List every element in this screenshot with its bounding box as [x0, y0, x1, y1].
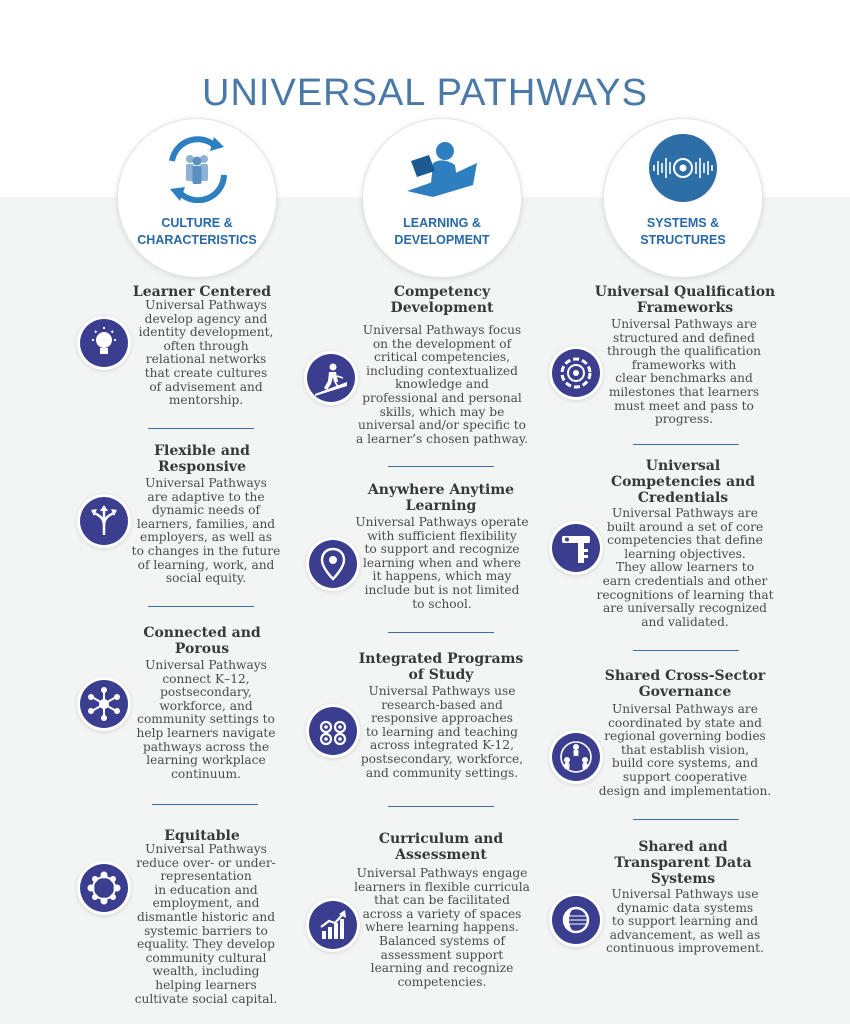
divider: [152, 804, 258, 805]
body-line: milestones that learners: [608, 384, 760, 399]
body-line: help learners navigate: [136, 725, 276, 740]
body-line: systemic barriers to: [144, 923, 268, 938]
body-line: in education and: [154, 882, 258, 897]
column-label-line1: CULTURE &: [161, 216, 233, 230]
climber-icon: [307, 354, 355, 402]
lightbulb-icon: [80, 319, 128, 367]
body-line: coordinated by state and: [608, 715, 762, 730]
body-line: professional and personal: [362, 390, 522, 405]
body-line: learners, families, and: [136, 516, 276, 531]
item-heading: of Study: [408, 667, 474, 683]
item-heading: Responsive: [158, 459, 246, 475]
body-line: to support and recognize: [364, 542, 520, 557]
column-label-line2: CHARACTERISTICS: [137, 233, 257, 247]
body-line: are adaptive to the: [147, 489, 265, 504]
body-line: and community settings.: [365, 765, 519, 780]
body-line: built around a set of core: [606, 519, 764, 534]
signal-disc-icon: [644, 133, 722, 203]
body-line: progress.: [654, 412, 714, 427]
item-heading: Connected and: [143, 625, 261, 641]
people-circle-icon: [80, 864, 128, 912]
body-line: Universal Pathways: [145, 658, 267, 672]
body-line: to changes in the future: [131, 543, 281, 558]
item-heading: Equitable: [164, 828, 240, 844]
body-line: to learning and teaching: [366, 724, 518, 739]
body-line: are universally recognized: [603, 601, 767, 616]
cycle-people-icon: [158, 133, 236, 203]
reader-icon: [403, 133, 481, 203]
body-line: where learning happens.: [365, 920, 519, 935]
body-line: postsecondary, workforce,: [360, 751, 524, 766]
body-line: Universal Pathways use: [368, 684, 516, 698]
body-line: and validated.: [641, 614, 729, 629]
column-label-line2: DEVELOPMENT: [394, 233, 490, 247]
body-line: identity development,: [138, 325, 274, 340]
body-line: pathways across the: [142, 739, 270, 754]
network-icon: [80, 680, 128, 728]
body-line: workforce, and: [159, 698, 253, 713]
body-line: Universal Pathways: [145, 298, 267, 312]
body-line: skills, which may be: [379, 404, 505, 419]
body-line: across a variety of spaces: [362, 906, 522, 921]
body-line: through the qualification: [606, 344, 762, 359]
body-line: recognitions of learning that: [596, 587, 774, 602]
column-label-line2: STRUCTURES: [640, 233, 726, 247]
body-line: mentorship.: [168, 393, 244, 408]
data-globe-icon: [552, 896, 600, 944]
body-line: critical competencies,: [374, 350, 510, 365]
body-line: support cooperative: [622, 769, 748, 784]
body-line: on the development of: [372, 336, 512, 351]
divider: [633, 444, 739, 445]
body-line: learning objectives.: [624, 546, 746, 561]
body-line: build core systems, and: [611, 756, 759, 771]
item-heading: Learning: [405, 498, 477, 514]
item-heading: Assessment: [395, 847, 487, 863]
column-header-learning: [362, 118, 522, 278]
body-line: assessment support: [380, 947, 504, 962]
body-line: They allow learners to: [615, 560, 755, 575]
body-line: continuum.: [171, 766, 241, 781]
body-line: learning workplace: [146, 753, 266, 768]
body-line: employers, as well as: [140, 530, 272, 545]
item-heading: Shared and: [638, 839, 728, 855]
body-line: representation: [160, 869, 252, 884]
item-heading: Flexible and: [154, 443, 250, 459]
body-line: responsive approaches: [371, 711, 513, 726]
body-line: knowledge and: [395, 377, 489, 392]
body-line: that create cultures: [144, 365, 268, 380]
body-line: Universal Pathways are: [611, 317, 757, 331]
item-heading: Anywhere Anytime: [367, 482, 515, 498]
body-line: postsecondary,: [160, 685, 252, 700]
item-heading: Integrated Programs: [358, 651, 524, 667]
divider: [388, 806, 494, 807]
body-line: continuous improvement.: [606, 941, 764, 956]
column-label-line1: LEARNING &: [403, 216, 481, 230]
column-label-line1: SYSTEMS &: [646, 216, 720, 230]
item-heading: Credentials: [637, 490, 729, 506]
item-heading: Shared Cross-Sector: [604, 668, 766, 684]
target-ring-icon: [552, 349, 600, 397]
body-line: learners in flexible curricula: [354, 879, 530, 894]
body-line: of advisement and: [149, 379, 263, 394]
body-line: must meet and pass to: [614, 398, 754, 413]
body-line: regional governing bodies: [604, 729, 766, 744]
body-line: cultivate social capital.: [134, 991, 278, 1006]
body-line: community cultural: [145, 950, 267, 965]
item-heading: Learner Centered: [132, 284, 272, 300]
item-heading: Transparent Data: [614, 855, 752, 871]
body-line: a learner’s chosen pathway.: [355, 431, 529, 446]
body-line: universal and/or specific to: [358, 418, 526, 433]
item-heading: Governance: [638, 684, 732, 700]
body-line: research-based and: [381, 697, 503, 712]
page-title: UNIVERSAL PATHWAYS: [202, 72, 648, 114]
body-line: equality. They develop: [137, 937, 275, 952]
item-heading: Porous: [174, 641, 230, 657]
divider: [388, 632, 494, 633]
body-line: often through: [163, 338, 249, 353]
body-line: it happens, which may: [372, 569, 512, 584]
item-heading: Universal: [645, 458, 721, 474]
body-line: Universal Pathways focus: [362, 323, 522, 337]
body-line: that establish vision,: [621, 742, 749, 757]
body-line: including contextualized: [366, 363, 518, 378]
body-line: connect K–12,: [162, 671, 250, 686]
branching-arrows-icon: [80, 497, 128, 545]
divider: [148, 606, 254, 607]
column-header-systems: [603, 118, 763, 278]
body-line: dynamic data systems: [616, 900, 754, 915]
body-line: social equity.: [165, 571, 247, 586]
body-line: competencies.: [397, 974, 487, 989]
body-line: of learning, work, and: [137, 557, 275, 572]
body-line: earn credentials and other: [602, 573, 768, 588]
body-line: structured and defined: [613, 330, 755, 345]
divider: [633, 819, 739, 820]
item-heading: Frameworks: [636, 300, 734, 316]
item-heading: Competencies and: [610, 474, 756, 490]
body-line: advancement, as well as: [609, 927, 761, 942]
body-line: clear benchmarks and: [615, 371, 753, 386]
item-heading: Universal Qualification: [594, 284, 776, 300]
body-line: to support learning and: [611, 914, 759, 929]
body-line: competencies that define: [607, 533, 763, 548]
body-line: Universal Pathways: [145, 842, 267, 856]
body-line: frameworks with: [631, 357, 737, 372]
column-header-culture: [117, 118, 277, 278]
body-line: wealth, including: [152, 964, 260, 979]
body-line: Universal Pathways are: [612, 506, 758, 520]
item-heading: Curriculum and: [378, 831, 504, 847]
body-line: learning and recognize: [370, 961, 514, 976]
body-line: across integrated K-12,: [370, 738, 514, 753]
body-line: with sufficient flexibility: [367, 528, 517, 543]
body-line: include but is not limited: [364, 582, 520, 597]
body-line: community settings to: [137, 712, 275, 727]
body-line: reduce over- or under-: [136, 855, 276, 870]
body-line: that can be facilitated: [374, 893, 510, 908]
item-heading: Development: [390, 300, 494, 316]
body-line: Universal Pathways engage: [356, 866, 528, 880]
body-line: dismantle historic and: [136, 909, 276, 924]
item-heading: Competency: [393, 284, 491, 300]
divider: [388, 466, 494, 467]
body-line: Universal Pathways are: [612, 702, 758, 716]
body-line: design and implementation.: [598, 783, 772, 798]
body-line: Universal Pathways use: [611, 887, 759, 901]
body-line: learning when and where: [362, 555, 521, 570]
body-line: Universal Pathways operate: [355, 515, 529, 529]
body-line: employment, and: [152, 896, 260, 911]
divider: [633, 650, 739, 651]
body-line: to school.: [412, 596, 472, 611]
divider: [148, 428, 254, 429]
body-line: helping learners: [155, 977, 257, 992]
body-line: relational networks: [145, 352, 267, 367]
body-line: Balanced systems of: [379, 933, 505, 948]
item-heading: Systems: [650, 871, 716, 887]
body-line: dynamic needs of: [151, 503, 260, 518]
body-line: develop agency and: [144, 311, 268, 326]
body-line: Universal Pathways: [145, 476, 267, 490]
